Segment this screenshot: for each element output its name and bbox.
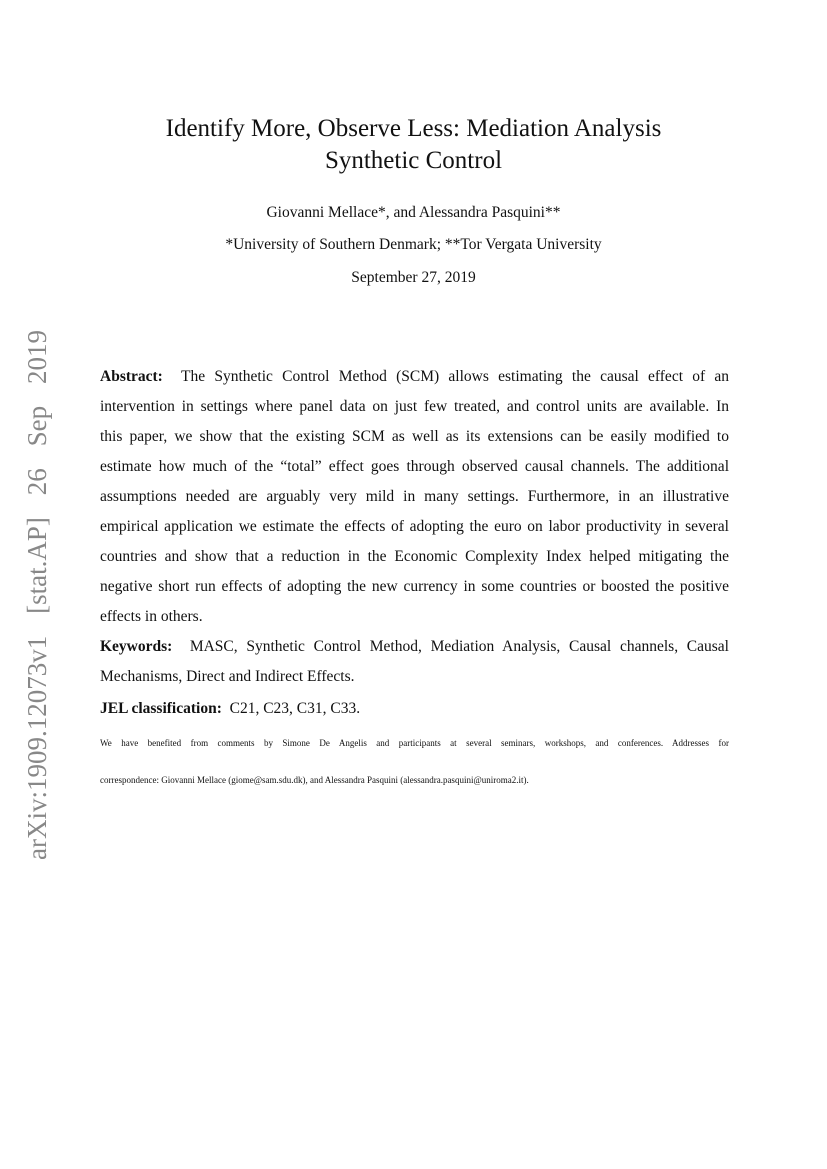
jel-classification [100, 694, 729, 724]
title-line: Identify More, Observe Less: Mediation Analysis [165, 115, 662, 142]
authors: Giovanni Mellace*, and Alessandra Pasquini** [266, 204, 561, 221]
footnote-line: correspondence: Giovanni Mellace (giome@sam.sdu.dk), and Alessandra Pasquini (alessandra.pasquini@uniroma2.it). [100, 775, 529, 785]
jel-line [100, 694, 729, 724]
abstract-line [100, 362, 729, 392]
arxiv-stamp: arXiv:1909.12073v1 [stat.AP] 26 Sep 2019 [22, 330, 52, 860]
abstract-line: countries and show that a reduction in the Economic Complexity Index helped mitigating the [100, 548, 729, 565]
abstract-line: intervention in settings where panel data on just few treated, and control units are available. In [100, 398, 729, 415]
paper-title [0, 113, 827, 177]
abstract-text: The Synthetic Control Method (SCM) allows estimating the causal effect of an [181, 368, 729, 385]
abstract-line: negative short run effects of adopting the new currency in some countries or boosted the positive [100, 578, 729, 595]
keywords [100, 632, 729, 692]
title-line: Synthetic Control [324, 147, 503, 174]
keywords-line: Mechanisms, Direct and Indirect Effects. [100, 668, 355, 685]
jel-codes: C21, C23, C31, C33. [229, 700, 361, 717]
date: September 27, 2019 [351, 269, 476, 286]
footnote-line: We have benefited from comments by Simone De Angelis and participants at several seminars, workshops, and conferences. Addresses for [100, 738, 729, 748]
abstract [100, 362, 729, 632]
affiliations: *University of Southern Denmark; **Tor Vergata University [225, 236, 602, 253]
abstract-line: assumptions needed are arguably very mild in many settings. Furthermore, in an illustrative [100, 488, 729, 505]
keywords-text: MASC, Synthetic Control Method, Mediation Analysis, Causal channels, Causal [189, 638, 729, 655]
keywords-line [100, 632, 729, 662]
jel-label: JEL classification: [100, 700, 222, 717]
abstract-line: estimate how much of the “total” effect goes through observed causal channels. The additional [100, 458, 729, 475]
abstract-line: effects in others. [100, 608, 203, 625]
abstract-line: this paper, we show that the existing SCM as well as its extensions can be easily modified to [100, 428, 729, 445]
abstract-label: Abstract: [100, 368, 163, 385]
keywords-label: Keywords: [100, 638, 173, 655]
abstract-line: empirical application we estimate the effects of adopting the euro on labor productivity in several [100, 518, 729, 535]
